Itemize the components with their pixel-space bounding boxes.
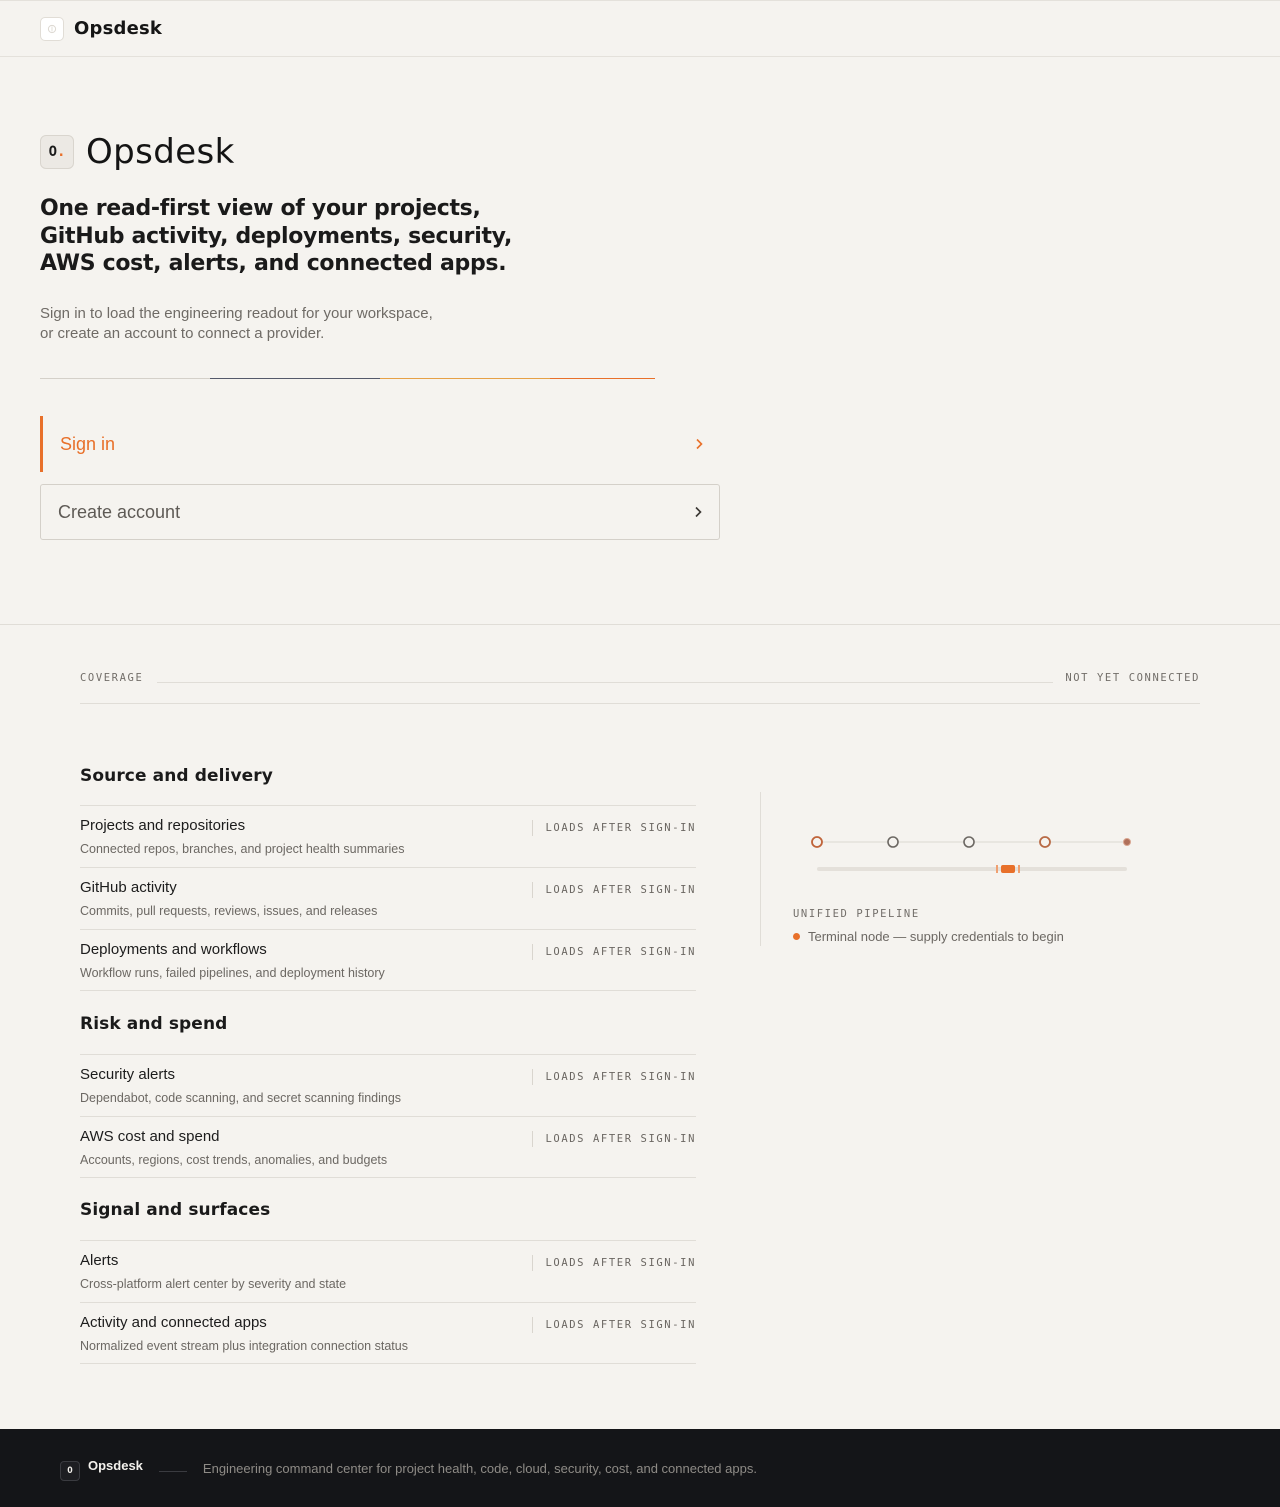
footer — [0, 1429, 1280, 1507]
coverage-item-desc: Commits, pull requests, reviews, issues, and releases — [80, 904, 378, 918]
pipeline-terminal-node — [1124, 839, 1131, 846]
coverage-status: NOT YET CONNECTED — [1065, 672, 1200, 684]
status-dot-icon — [793, 933, 800, 940]
section-divider — [0, 624, 1280, 625]
pipeline-caption: UNIFIED PIPELINE — [793, 908, 920, 920]
pipeline-node — [812, 837, 822, 847]
top-nav — [0, 0, 1280, 57]
nav-brand-name[interactable]: Opsdesk — [74, 18, 163, 39]
hero-subtext-line1: Sign in to load the engineering readout for your workspace, — [40, 305, 433, 322]
coverage-item-status: LOADS AFTER SIGN-IN — [532, 1131, 696, 1147]
pipeline-diagram — [809, 832, 1139, 882]
pipeline-progress-tick — [1018, 865, 1020, 873]
coverage-header — [80, 672, 1200, 704]
footer-brand: Opsdesk — [88, 1457, 143, 1473]
pipeline-node — [964, 837, 974, 847]
create-account-button[interactable] — [40, 484, 720, 540]
brand-logo-icon[interactable] — [40, 17, 64, 41]
pipeline-progress-tick — [996, 865, 998, 873]
coverage-list-risk-spend — [80, 1054, 696, 1178]
footer-tagline: Engineering command center for project health, code, cloud, security, cost, and connected apps. — [202, 1460, 757, 1476]
coverage-row-aws-cost — [80, 1116, 696, 1178]
sign-in-label: Sign in — [60, 433, 116, 454]
pipeline-node — [888, 837, 898, 847]
coverage-item-title: Alerts — [80, 1252, 119, 1269]
coverage-item-title: Deployments and workflows — [80, 941, 267, 958]
hero-logo-mark — [40, 135, 74, 169]
pipeline-node — [1040, 837, 1050, 847]
coverage-item-title: GitHub activity — [80, 879, 177, 896]
coverage-item-title: Security alerts — [80, 1066, 176, 1083]
coverage-row-security — [80, 1054, 696, 1116]
hero-logo-letter: O — [48, 144, 57, 160]
coverage-item-title: AWS cost and spend — [80, 1128, 220, 1145]
pipeline-panel — [760, 792, 1160, 946]
coverage-row-alerts — [80, 1240, 696, 1302]
sign-in-button[interactable] — [40, 416, 720, 472]
coverage-item-status: LOADS AFTER SIGN-IN — [532, 1069, 696, 1085]
coverage-item-title: Activity and connected apps — [80, 1314, 267, 1331]
hero-subtext — [40, 304, 460, 344]
coverage-item-desc: Normalized event stream plus integration connection status — [80, 1339, 408, 1353]
coverage-item-desc: Accounts, regions, cost trends, anomalies, and budgets — [80, 1153, 388, 1167]
coverage-row-github — [80, 867, 696, 929]
hero-divider-segment — [380, 378, 550, 379]
coverage-row-deployments — [80, 929, 696, 991]
hero-title: Opsdesk — [86, 132, 235, 172]
hero-logo-row — [40, 132, 235, 172]
group-title-risk-spend: Risk and spend — [80, 1014, 228, 1034]
coverage-item-desc: Cross-platform alert center by severity and state — [80, 1277, 347, 1291]
pipeline-progress-marker — [1001, 865, 1015, 873]
coverage-row-projects — [80, 805, 696, 867]
coverage-list-signal-surfaces — [80, 1240, 696, 1364]
group-title-signal-surfaces: Signal and surfaces — [80, 1200, 271, 1220]
coverage-item-status: LOADS AFTER SIGN-IN — [532, 882, 696, 898]
coverage-label: COVERAGE — [80, 672, 144, 684]
coverage-item-desc: Dependabot, code scanning, and secret scanning findings — [80, 1091, 402, 1105]
coverage-list-source-delivery — [80, 805, 696, 991]
footer-divider — [159, 1471, 187, 1472]
hero-divider-gradient — [40, 378, 655, 380]
coverage-header-rule — [157, 682, 1053, 683]
coverage-item-desc: Workflow runs, failed pipelines, and deployment history — [80, 966, 385, 980]
coverage-row-activity-apps — [80, 1302, 696, 1364]
coverage-item-status: LOADS AFTER SIGN-IN — [532, 944, 696, 960]
hero-headline: One read-first view of your projects, GitHub activity, deployments, security, AWS cost, alerts, and connected apps. — [40, 196, 513, 276]
pipeline-note-text: Terminal node — supply credentials to begin — [808, 929, 1064, 944]
coverage-item-status: LOADS AFTER SIGN-IN — [532, 820, 696, 836]
pipeline-note — [793, 929, 1064, 944]
chevron-right-icon — [694, 437, 704, 451]
footer-logo-mark: O — [60, 1461, 80, 1481]
coverage-item-desc: Connected repos, branches, and project health summaries — [80, 842, 405, 856]
hero-divider-segment — [210, 378, 380, 379]
hero-logo-dot: . — [57, 144, 66, 160]
hero-subtext-line2: or create an account to connect a provider. — [40, 325, 325, 342]
coverage-item-title: Projects and repositories — [80, 817, 246, 834]
coverage-item-status: LOADS AFTER SIGN-IN — [532, 1317, 696, 1333]
pipeline-progress-track — [817, 867, 1127, 871]
chevron-right-icon — [693, 505, 703, 519]
coverage-item-status: LOADS AFTER SIGN-IN — [532, 1255, 696, 1271]
create-account-label: Create account — [58, 501, 181, 522]
group-title-source-delivery: Source and delivery — [80, 766, 273, 786]
hero-divider-segment — [40, 378, 210, 379]
hero-divider-segment — [550, 378, 655, 379]
